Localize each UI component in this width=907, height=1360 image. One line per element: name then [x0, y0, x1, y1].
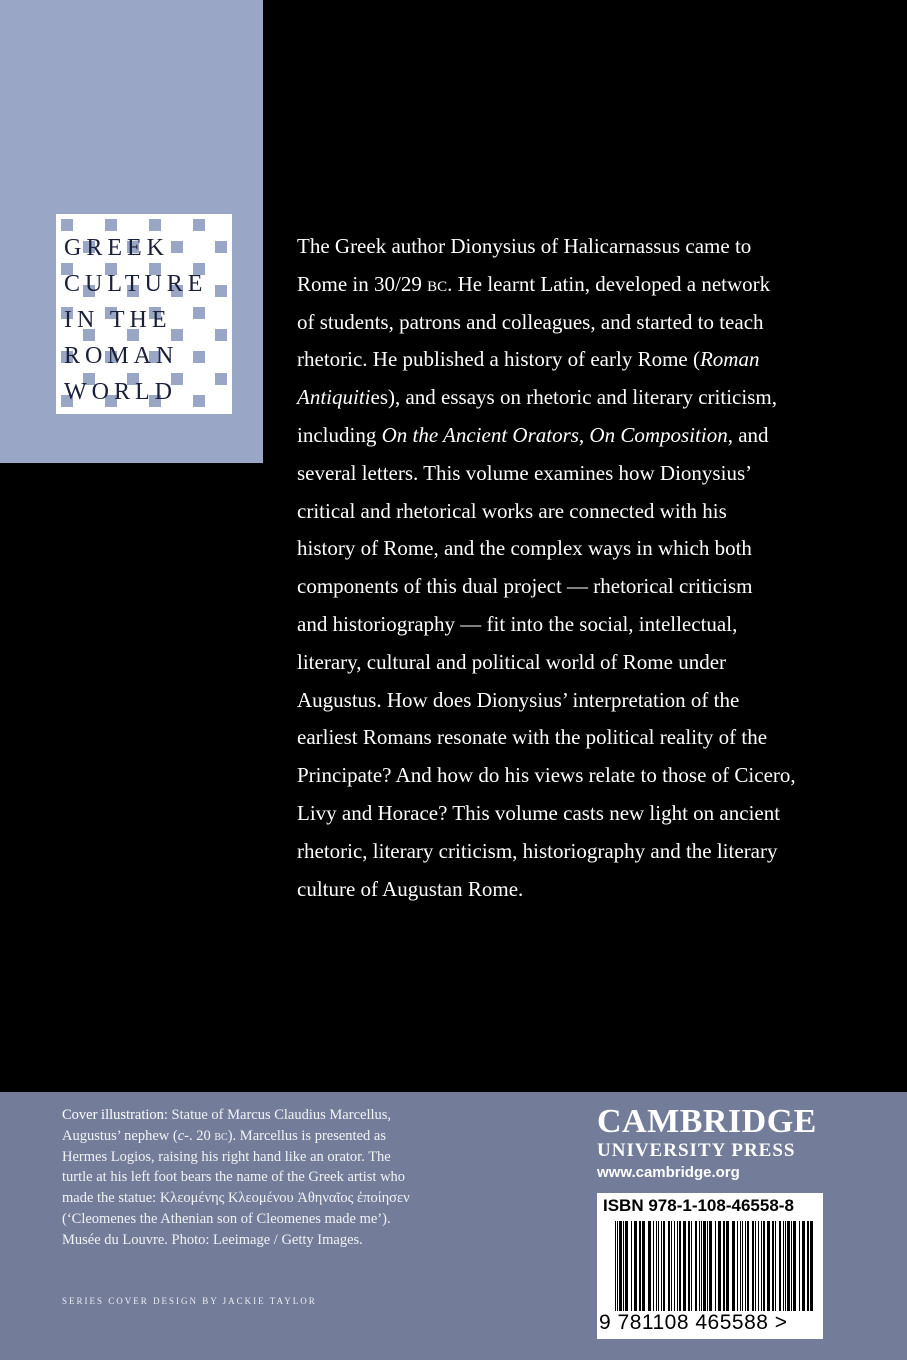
barcode-bar: [783, 1221, 784, 1311]
barcode-bar: [653, 1221, 654, 1311]
barcode-bar: [671, 1221, 672, 1311]
barcode-bar: [617, 1221, 618, 1311]
barcode-bar: [793, 1221, 796, 1311]
text-line: [297, 757, 877, 795]
barcode-bar: [701, 1221, 702, 1311]
text-line: [62, 1126, 562, 1147]
text-span: literary, cultural and political world of Rome under: [297, 649, 727, 674]
cover-illustration-credit: [62, 1105, 562, 1251]
text-span: bc: [214, 1127, 228, 1144]
text-line: [297, 379, 877, 417]
text-span: rhetoric, literary criticism, historiography and the literary: [297, 838, 778, 863]
publisher-name: CAMBRIDGE: [597, 1103, 817, 1140]
barcode-bar: [755, 1221, 756, 1311]
text-span: turtle at his left foot bears the name of the Greek artist who: [62, 1169, 406, 1186]
text-span: Augustus. How does Dionysius’ interpretation of the: [297, 687, 740, 712]
barcode-bar: [810, 1221, 813, 1311]
text-span: several letters. This volume examines how Dionysius’: [297, 460, 753, 485]
text-span: Cover illustration: [62, 1107, 164, 1123]
barcode-bar: [772, 1221, 774, 1311]
series-title-line: ROMAN: [64, 343, 179, 369]
text-span: (‘Cleomenes the Athenian son of Cleomenes made me’).: [62, 1210, 391, 1227]
barcode-bar: [763, 1221, 765, 1311]
text-line: [62, 1209, 562, 1230]
text-span: rhetoric. He published a history of early Rome (: [297, 347, 700, 372]
series-design-credit: SERIES COVER DESIGN BY JACKIE TAYLOR: [62, 1296, 317, 1306]
barcode-bar: [668, 1221, 670, 1311]
barcode-bar: [775, 1221, 776, 1311]
barcode-bar: [691, 1221, 692, 1311]
text-line: [297, 266, 877, 304]
series-title-line: IN THE: [64, 307, 172, 333]
text-span: Antiquiti: [297, 385, 371, 410]
barcode-bar: [679, 1221, 681, 1311]
text-line: [297, 606, 877, 644]
isbn-label: ISBN 978-1-108-46558-8: [603, 1196, 794, 1215]
barcode-bar: [658, 1221, 659, 1311]
barcode-bar: [709, 1221, 712, 1311]
text-line: [297, 455, 877, 493]
barcode-bar: [674, 1221, 675, 1311]
barcode-bar: [785, 1221, 786, 1311]
text-span: Livy and Horace? This volume casts new light on ancient: [297, 800, 781, 825]
barcode-bar: [615, 1221, 616, 1311]
barcode-bar: [661, 1221, 662, 1311]
barcode-bar: [799, 1221, 800, 1311]
text-span: Augustus’ nephew (: [62, 1127, 178, 1144]
text-span: -. 20: [184, 1127, 215, 1144]
text-span: including: [297, 422, 382, 447]
barcode-bar: [695, 1221, 697, 1311]
barcode-bar: [767, 1221, 770, 1311]
text-line: [297, 341, 877, 379]
publisher-url: www.cambridge.org: [597, 1164, 740, 1181]
text-span: . He learnt Latin, developed a network: [447, 271, 771, 296]
barcode-bar: [807, 1221, 809, 1311]
barcode-bar: [648, 1221, 651, 1311]
barcode-bar: [732, 1221, 735, 1311]
text-line: [62, 1230, 562, 1251]
barcode-bar: [791, 1221, 792, 1311]
text-span: components of this dual project — rhetorical criticism: [297, 574, 753, 599]
barcode-bar: [623, 1221, 624, 1311]
text-line: [297, 493, 877, 531]
publisher-block: [597, 1104, 837, 1184]
series-logo-panel: [0, 0, 263, 463]
text-span: , and: [727, 422, 769, 447]
barcode-bar: [663, 1221, 665, 1311]
series-title-line: WORLD: [64, 379, 177, 405]
barcode-bar: [740, 1221, 741, 1311]
text-line: [62, 1167, 562, 1188]
barcode-bar: [787, 1221, 790, 1311]
barcode-bar: [742, 1221, 743, 1311]
barcode-bar: [683, 1221, 686, 1311]
barcode-bar: [779, 1221, 781, 1311]
text-line: [297, 304, 877, 342]
text-span: ). Marcellus is presented as: [227, 1127, 386, 1144]
barcode-bar: [718, 1221, 721, 1311]
text-span: critical and rhetorical works are connected with his: [297, 498, 727, 523]
text-span: history of Rome, and the complex ways in which both: [297, 536, 752, 561]
text-span: On the Ancient Orators, On Composition: [381, 422, 728, 447]
barcode-bar: [761, 1221, 762, 1311]
text-line: [297, 833, 877, 871]
barcode-bar: [699, 1221, 700, 1311]
text-line: [62, 1188, 562, 1209]
series-title: [64, 230, 240, 410]
text-span: c: [177, 1127, 185, 1144]
barcode-bar: [715, 1221, 716, 1311]
barcode-bar: [677, 1221, 678, 1311]
barcode-bar: [752, 1221, 754, 1311]
text-span: culture of Augustan Rome.: [297, 876, 524, 901]
barcode-bar: [703, 1221, 706, 1311]
text-line: [62, 1147, 562, 1168]
text-line: [297, 568, 877, 606]
barcode-bar: [619, 1221, 622, 1311]
text-line: [62, 1105, 562, 1126]
series-title-line: GREEK: [64, 235, 169, 261]
text-span: of students, patrons and colleagues, and started to teach: [297, 309, 764, 334]
barcode-bar: [726, 1221, 729, 1311]
book-blurb: [297, 228, 877, 908]
barcode-digits: 9 781108 465588 >: [599, 1311, 788, 1334]
text-span: es), and essays on rhetoric and literary criticism,: [370, 385, 777, 410]
barcode-bar: [625, 1221, 628, 1311]
barcode-bar: [656, 1221, 657, 1311]
barcode-bar: [758, 1221, 759, 1311]
text-line: [297, 228, 877, 266]
text-line: [297, 719, 877, 757]
text-span: The Greek author Dionysius of Halicarnassus came to: [297, 234, 752, 258]
barcode-bar: [747, 1221, 749, 1311]
text-span: Hermes Logios, raising his right hand like an orator. The: [62, 1148, 391, 1165]
text-span: made the statue: Κλεομένης Κλεομένου Ἀθηναῖος ἐποίησεν: [62, 1190, 410, 1207]
text-span: Musée du Louvre. Photo: Leeimage / Getty Images.: [62, 1231, 363, 1248]
text-span: Roman: [699, 347, 760, 372]
text-span: : Statue of Marcus Claudius Marcellus,: [163, 1107, 392, 1123]
text-span: earliest Romans resonate with the political reality of the: [297, 725, 768, 750]
barcode-bar: [737, 1221, 738, 1311]
barcode-bar: [639, 1221, 641, 1311]
text-line: [297, 682, 877, 720]
text-line: [297, 530, 877, 568]
text-span: bc: [427, 271, 448, 296]
barcode-bar: [707, 1221, 708, 1311]
barcode-bar: [802, 1221, 805, 1311]
barcode-bar: [634, 1221, 637, 1311]
barcode-bar: [745, 1221, 746, 1311]
barcode-bar: [688, 1221, 690, 1311]
text-span: and historiography — fit into the social, intellectual,: [297, 611, 738, 636]
barcode-bar: [642, 1221, 645, 1311]
text-line: [297, 644, 877, 682]
barcode-bar: [631, 1221, 632, 1311]
text-span: Rome in 30/29: [297, 271, 428, 296]
barcode-bar: [723, 1221, 725, 1311]
text-line: [297, 795, 877, 833]
isbn-barcode-box: [597, 1193, 823, 1339]
text-span: Principate? And how do his views relate to those of Cicero,: [297, 763, 796, 788]
text-line: [297, 417, 877, 455]
text-line: [297, 871, 877, 909]
series-title-line: CULTURE: [64, 271, 208, 297]
publisher-press: UNIVERSITY PRESS: [597, 1140, 796, 1161]
